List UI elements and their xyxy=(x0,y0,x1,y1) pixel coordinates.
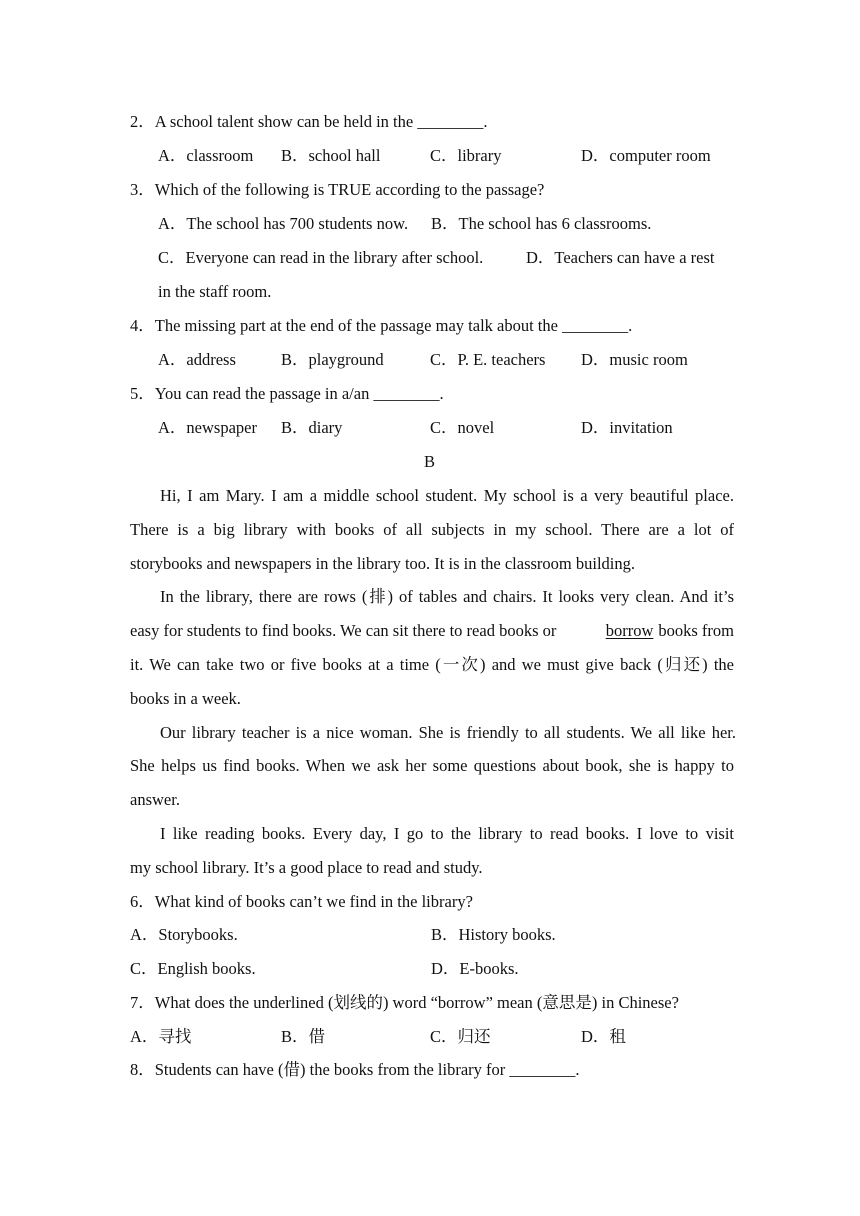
question-6-option-d: D．E-books. xyxy=(431,959,519,978)
passage-line: There is a big library with books of all subjects in my school. There are a lot of xyxy=(130,520,734,539)
question-5-option-b: B．diary xyxy=(281,418,343,437)
question-6-option-b: B．History books. xyxy=(431,925,556,944)
question-7-option-b: B．借 xyxy=(281,1027,326,1046)
question-6-option-a: A．Storybooks. xyxy=(130,925,238,944)
question-5-option-a: A．newspaper xyxy=(158,418,257,437)
passage-line: She helps us find books. When we ask her some questions about book, she is happy to xyxy=(130,756,734,775)
question-7-option-c: C．归还 xyxy=(430,1027,491,1046)
question-8-stem: 8．Students can have (借) the books from the library for ________. xyxy=(130,1060,580,1079)
passage-line: Our library teacher is a nice woman. She is friendly to all students. We all like her. xyxy=(160,723,736,742)
question-6-option-c: C．English books. xyxy=(130,959,256,978)
passage-line: books in a week. xyxy=(130,689,241,708)
question-3-option-a: A．The school has 700 students now. xyxy=(158,214,409,233)
question-4-option-b: B．playground xyxy=(281,350,384,369)
question-2-option-a: A．classroom xyxy=(158,146,254,165)
question-4-option-c: C．P. E. teachers xyxy=(430,350,546,369)
passage-line-segment: books from xyxy=(658,621,734,640)
question-3-option-b: B．The school has 6 classrooms. xyxy=(431,214,652,233)
question-7-option-d: D．租 xyxy=(581,1027,626,1046)
question-4-option-d: D．music room xyxy=(581,350,688,369)
passage-line-tail xyxy=(606,621,734,641)
passage-line-with-underlined-word xyxy=(130,621,734,641)
question-4-stem: 4．The missing part at the end of the passage may talk about the ________. xyxy=(130,316,633,335)
question-2-stem: 2．A school talent show can be held in the ________. xyxy=(130,112,488,131)
passage-line: storybooks and newspapers in the library too. It is in the classroom building. xyxy=(130,554,636,573)
question-2-option-c: C．library xyxy=(430,146,502,165)
passage-line: answer. xyxy=(130,790,180,809)
question-5-stem: 5．You can read the passage in a/an ________. xyxy=(130,384,444,403)
passage-line: Hi, I am Mary. I am a middle school student. My school is a very beautiful place. xyxy=(160,486,734,505)
question-5-option-d: D．invitation xyxy=(581,418,673,437)
question-3-option-c: C．Everyone can read in the library after school. xyxy=(158,248,484,267)
passage-line: my school library. It’s a good place to read and study. xyxy=(130,858,483,877)
question-3-option-d-continued: in the staff room. xyxy=(158,282,272,301)
question-4-option-a: A．address xyxy=(158,350,236,369)
underlined-word-borrow: borrow xyxy=(605,621,654,640)
question-3-stem: 3．Which of the following is TRUE according to the passage? xyxy=(130,180,545,199)
question-6-stem: 6．What kind of books can’t we find in the library? xyxy=(130,892,473,911)
passage-line: I like reading books. Every day, I go to the library to read books. I love to visit xyxy=(160,824,734,843)
question-7-stem: 7．What does the underlined (划线的) word “borrow” mean (意思是) in Chinese? xyxy=(130,993,679,1012)
question-2-option-b: B．school hall xyxy=(281,146,381,165)
question-2-option-d: D．computer room xyxy=(581,146,711,165)
passage-line-segment: easy for students to find books. We can sit there to read books or xyxy=(130,621,557,640)
question-5-option-c: C．novel xyxy=(430,418,495,437)
question-7-option-a: A．寻找 xyxy=(130,1027,192,1046)
passage-line: it. We can take two or five books at a time (一次) and we must give back (归还) the xyxy=(130,655,734,674)
passage-line: In the library, there are rows (排) of tables and chairs. It looks very clean. And it’s xyxy=(160,587,734,606)
question-3-option-d: D．Teachers can have a rest xyxy=(526,248,715,267)
section-b-heading: B xyxy=(424,452,436,471)
